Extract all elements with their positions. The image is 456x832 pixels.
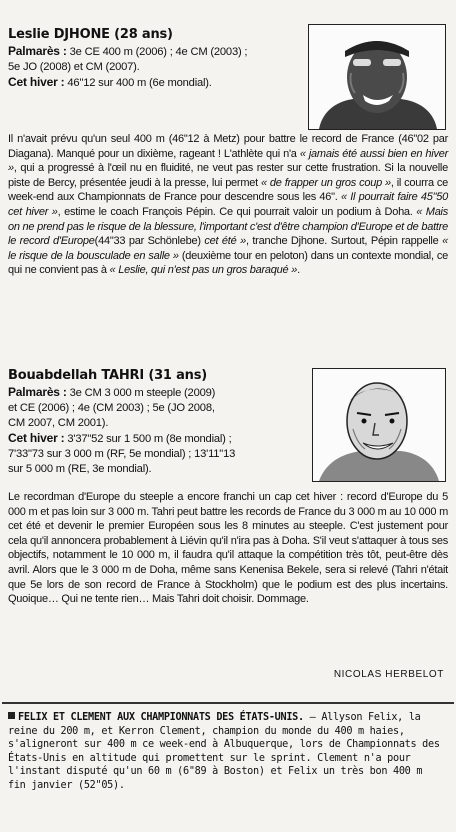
palmares-text-2: et CE (2006) ; 4e (CM 2003) ; 5e (JO 2008, xyxy=(8,402,215,414)
djhone-p1h: . xyxy=(297,264,300,277)
section-divider xyxy=(2,702,454,704)
djhone-stats xyxy=(8,44,308,91)
djhone-portrait-drawing xyxy=(309,25,445,129)
quote: « jamais été aussi bien en hiver » xyxy=(8,147,448,175)
quote: « Mais on ne prend pas le risque de la blessure, l'important c'est d'être champion d'Europe et de battre le record d'Europe xyxy=(8,205,448,248)
palmares-text-2: 5e JO (2008) et CM (2007). xyxy=(8,61,140,73)
djhone-p1: Il n'avait prévu qu'un seul 400 m (46"12 à Metz) pour battre le record de France (46"02 par Diagana). Manqué pour un dixième, rageant ! L'athlète qui n'a xyxy=(8,133,448,160)
author-signature: NICOLAS HERBELOT xyxy=(333,669,444,680)
hiver-text-2: 7'33"73 sur 3 000 m (RF, 5e mondial) ; 13'11"13 xyxy=(8,448,236,460)
djhone-p1d: , estime le coach François Pépin. Ce qui pourrait valoir un podium à Doha. xyxy=(57,205,413,218)
tahri-portrait-drawing xyxy=(313,369,445,481)
tahri-stats xyxy=(8,385,303,477)
athlete-name-djhone: Leslie DJHONE (28 ans) xyxy=(8,27,173,42)
djhone-p1c: , il courra ce week-end aux Championnats de France pour descendre sous les 46". xyxy=(8,176,448,204)
quote: cet été » xyxy=(204,235,246,248)
tahri-article: Le recordman d'Europe du steeple a encore franchi un cap cet hiver : record d'Europe du 5 000 m et pas loin sur 3 000 m. Tahri peut battre les records de France du 3 000 m au 10 000 m cet été et devenir le premier Européen sous les 8 minutes au steeple. C'est justement pour cela qu'il annoncera probablement à Liévin qu'il n'ira pas à Doha. S'il veut s'attaquer à tous ses objectifs, notamment le 10 000 m, il faudra qu'il attaque la compétition très tôt, peut-être dès avril. Alors que le 3 000 m de Doha, même sans Kenenisa Bekele, sera si relevé (Tahri n'était que 5e lors de son record de France à Stockholm) que le podium est des plus incertains. Quoique… Qui ne tente rien… Mais Tahri doit choisir. Dommage. xyxy=(8,491,448,606)
palmares-text: 3e CE 400 m (2006) ; 4e CM (2003) ; xyxy=(69,46,248,58)
djhone-p1b: , qui a progressé à l'œil nu en fluidité, ne veut pas rester sur cette frustration. Si la nouvelle piste de Bercy, présentée jeudi à la presse, lui permet xyxy=(8,162,448,189)
tahri-portrait xyxy=(312,368,446,482)
athlete-name-tahri: Bouabdellah TAHRI (31 ans) xyxy=(8,368,207,383)
news-brief xyxy=(8,711,444,793)
brief-text: – Allyson Felix, la reine du 200 m, et Kerron Clement, champion du monde du 400 m haies, s'aligneront sur 400 m ce week-end à Albuquerque, lors de Championnats des États-Unis en altitude qui promettent sur le sprint. Clement n'a pour l'instant disputé qu'un 60 m (6"89 à Boston) et Felix un très bon 400 m fin janvier (52"05). xyxy=(8,712,440,791)
quote: « Leslie, qui n'est pas un gros baraqué » xyxy=(109,264,298,277)
hiver-label: Cet hiver : xyxy=(8,75,65,89)
quote: « Il pourrait faire 45"50 cet hiver » xyxy=(8,191,449,218)
square-bullet-icon xyxy=(8,712,15,719)
djhone-p1f: , tranche Djhone. Surtout, Pépin rappelle xyxy=(245,235,439,248)
hiver-text: 46"12 sur 400 m (6e mondial). xyxy=(67,77,212,89)
palmares-text: 3e CM 3 000 m steeple (2009) xyxy=(69,387,216,399)
hiver-text-3: sur 5 000 m (RE, 3e mondial). xyxy=(8,463,152,475)
palmares-text-3: CM 2007, CM 2001). xyxy=(8,417,109,429)
djhone-portrait xyxy=(308,24,446,130)
hiver-text: 3'37"52 sur 1 500 m (8e mondial) ; xyxy=(67,433,232,445)
djhone-p1g: (deuxième tour en peloton) dans un contexte mondial, ce qui ne convient pas à xyxy=(8,249,448,277)
hiver-label: Cet hiver : xyxy=(8,431,65,445)
palmares-label: Palmarès : xyxy=(8,44,67,58)
palmares-label: Palmarès : xyxy=(8,385,67,399)
quote: « le risque de la bousculade en salle » xyxy=(8,235,448,262)
djhone-p1e: (44"33 par Schönlebe) xyxy=(94,235,201,248)
quote: « de frapper un gros coup » xyxy=(261,176,391,189)
brief-title: FELIX ET CLEMENT AUX CHAMPIONNATS DES ÉTATS-UNIS. xyxy=(18,712,304,723)
djhone-article xyxy=(8,132,448,278)
